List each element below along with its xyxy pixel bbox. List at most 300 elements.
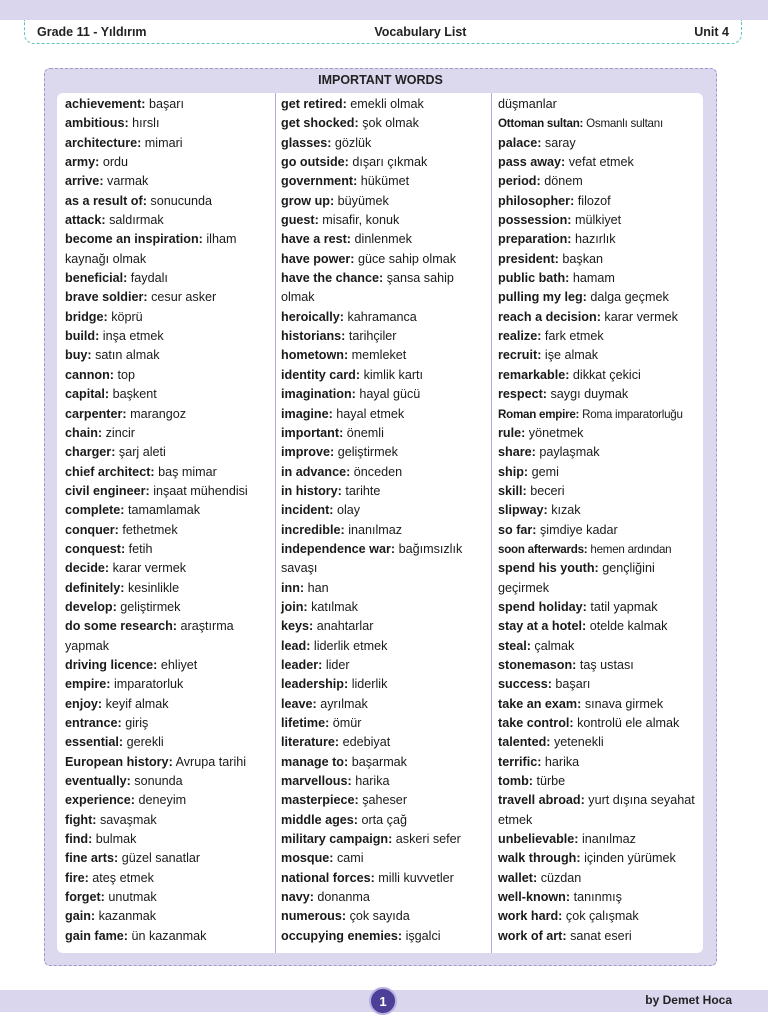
vocab-meaning: inanılmaz (581, 832, 636, 847)
vocab-term: period: (498, 174, 541, 189)
vocab-meaning: filozof (577, 193, 611, 208)
vocab-entry (498, 346, 702, 365)
vocab-entry (498, 637, 702, 656)
vocab-entry (281, 733, 485, 752)
vocab-meaning: beceri (530, 483, 565, 498)
vocab-entry (65, 927, 269, 946)
vocab-entry (498, 675, 702, 694)
vocab-entry (498, 153, 702, 172)
vocab-entry (65, 463, 269, 482)
vocab-entry (281, 230, 485, 249)
vocab-term: beneficial: (65, 271, 128, 286)
vocab-meaning: ilham kaynağı olmak (65, 232, 237, 266)
vocab-entry (498, 540, 702, 559)
vocab-entry (281, 192, 485, 211)
vocab-meaning: liderlik (351, 677, 388, 692)
vocab-entry (65, 830, 269, 849)
vocab-entry (65, 501, 269, 520)
vocab-entry (65, 114, 269, 133)
vocab-entry (281, 501, 485, 520)
vocab-meaning: saygı duymak (550, 387, 629, 402)
vocab-meaning: giriş (125, 716, 149, 730)
vocab-entry (281, 346, 485, 365)
vocab-entry (281, 153, 485, 172)
vocab-term: realize: (498, 329, 542, 344)
vocab-entry (498, 172, 702, 191)
vocab-entry (498, 695, 702, 714)
vocab-entry (65, 153, 269, 172)
vocab-term: buy: (65, 348, 92, 363)
vocab-entry (65, 95, 269, 114)
vocab-column-2 (281, 95, 485, 946)
vocab-term: reach a decision: (498, 309, 601, 324)
vocab-term: complete: (65, 503, 125, 518)
vocab-term: identity card: (281, 367, 361, 382)
vocab-entry (498, 869, 702, 888)
vocab-term: eventually: (65, 774, 131, 789)
vocab-entry (498, 559, 702, 598)
vocab-term: capital: (65, 387, 110, 402)
vocab-entry (281, 405, 485, 424)
vocab-meaning: tamamlamak (127, 503, 201, 518)
vocab-meaning: saldırmak (109, 213, 164, 228)
vocab-meaning: unutmak (108, 890, 157, 905)
vocab-term: respect: (498, 387, 547, 402)
vocab-entry (498, 288, 702, 307)
vocab-term: heroically: (281, 309, 344, 324)
vocab-term: ship: (498, 464, 529, 479)
vocab-meaning: askeri sefer (395, 832, 461, 847)
vocab-entry (498, 443, 702, 462)
vocab-meaning: fethetmek (122, 522, 178, 537)
vocab-term: numerous: (281, 909, 347, 924)
vocab-entry (498, 95, 702, 114)
vocab-term: essential: (65, 735, 124, 750)
vocab-meaning: tatil yapmak (590, 599, 658, 614)
vocab-meaning: çalmak (534, 638, 575, 653)
vocab-meaning: yetenekli (553, 735, 604, 750)
vocab-meaning: şansa sahip olmak (281, 271, 454, 305)
vocab-entry (65, 385, 269, 404)
vocab-entry (281, 114, 485, 133)
vocab-entry (281, 791, 485, 810)
vocab-term: spend holiday: (498, 599, 587, 614)
vocab-term: conquest: (65, 541, 126, 556)
vocab-term: president: (498, 251, 559, 266)
vocab-term: cannon: (65, 367, 114, 382)
vocab-meaning: sınava girmek (584, 696, 664, 711)
vocab-entry (281, 598, 485, 617)
vocab-term: chief architect: (65, 464, 155, 479)
vocab-meaning: dalga geçmek (590, 290, 669, 305)
header-unit: Unit 4 (694, 24, 729, 39)
vocab-meaning: büyümek (337, 193, 389, 208)
vocab-entry (65, 308, 269, 327)
vocab-entry (281, 366, 485, 385)
vocab-term: so far: (498, 522, 537, 537)
vocab-meaning: anahtarlar (316, 619, 374, 634)
vocab-term: leadership: (281, 677, 349, 692)
vocab-entry (65, 675, 269, 694)
vocab-entry (498, 753, 702, 772)
vocab-meaning: dinlenmek (354, 232, 412, 247)
vocab-entry (498, 269, 702, 288)
vocab-term: decide: (65, 561, 110, 576)
vocab-term: incident: (281, 503, 334, 518)
vocab-meaning: gözlük (334, 135, 372, 150)
vocab-meaning: taş ustası (579, 657, 634, 672)
vocab-meaning: vefat etmek (568, 155, 634, 170)
vocab-entry (281, 482, 485, 501)
vocab-term: in history: (281, 483, 342, 498)
vocab-entry (498, 327, 702, 346)
vocab-entry (498, 617, 702, 636)
vocab-entry (65, 327, 269, 346)
vocab-term: grow up: (281, 193, 335, 208)
vocab-term: hometown: (281, 348, 349, 363)
vocab-meaning: çok sayıda (349, 909, 410, 924)
vocab-meaning: ateş etmek (92, 870, 154, 885)
vocab-entry (65, 656, 269, 675)
vocab-term: fight: (65, 812, 97, 827)
vocab-entry (281, 211, 485, 230)
vocab-entry (281, 714, 485, 733)
vocab-meaning: inşaat mühendisi (153, 483, 248, 498)
author-credit: by Demet Hoca (645, 993, 732, 1007)
vocab-meaning: ün kazanmak (131, 928, 207, 943)
vocab-meaning: ehliyet (160, 657, 198, 672)
vocab-entry (65, 288, 269, 307)
vocab-meaning: misafir, konuk (322, 213, 400, 228)
vocab-term: work hard: (498, 909, 563, 924)
vocab-meaning: başarmak (351, 754, 407, 769)
vocab-meaning: köprü (111, 309, 143, 324)
vocab-term: well-known: (498, 890, 571, 905)
vocab-term: work of art: (498, 928, 567, 943)
vocab-meaning: savaşmak (99, 812, 157, 827)
vocab-term: rule: (498, 425, 526, 440)
vocab-entry (65, 579, 269, 598)
vocab-term: historians: (281, 329, 346, 344)
vocab-meaning: yurt dışına seyahat etmek (498, 793, 695, 827)
vocab-term: manage to: (281, 754, 349, 769)
vocab-term: stonemason: (498, 657, 577, 672)
vocab-entry (65, 869, 269, 888)
vocab-term: tomb: (498, 774, 533, 789)
vocab-meaning: orta çağ (361, 812, 407, 827)
vocab-term: entrance: (65, 716, 122, 730)
vocab-entry (281, 869, 485, 888)
vocab-meaning: şok olmak (362, 116, 419, 131)
vocab-meaning: zincir (105, 425, 135, 440)
vocab-term: steal: (498, 638, 531, 653)
vocab-entry (281, 95, 485, 114)
vocab-meaning: olay (336, 503, 361, 518)
vocab-entry (281, 695, 485, 714)
vocab-entry (498, 308, 702, 327)
vocab-entry (498, 250, 702, 269)
vocab-entry (498, 656, 702, 675)
vocab-term: important: (281, 425, 344, 440)
vocab-meaning: hayal gücü (359, 387, 421, 402)
vocab-term: get shocked: (281, 116, 359, 131)
vocab-meaning: içinden yürümek (584, 851, 676, 866)
header-grade: Grade 11 - Yıldırım (37, 24, 147, 39)
vocab-term: have the chance: (281, 271, 384, 286)
vocab-meaning: saray (544, 135, 576, 150)
vocab-entry (498, 907, 702, 926)
vocab-meaning: harika (355, 774, 390, 789)
vocab-entry (281, 656, 485, 675)
vocab-term: pass away: (498, 155, 566, 170)
vocab-term: government: (281, 174, 358, 189)
vocab-meaning: top (117, 367, 135, 382)
vocab-entry (65, 424, 269, 443)
vocab-term: civil engineer: (65, 483, 150, 498)
vocab-meaning: karar vermek (604, 309, 678, 324)
column-divider (491, 93, 492, 953)
vocab-meaning: kızak (551, 503, 581, 518)
vocab-term: imagine: (281, 406, 333, 421)
vocab-meaning: ömür (332, 716, 362, 730)
vocab-term: empire: (65, 677, 111, 692)
vocab-meaning: başarı (149, 97, 185, 111)
vocab-term: travell abroad: (498, 793, 585, 808)
vocabulary-panel (44, 68, 717, 966)
vocab-entry (281, 753, 485, 772)
vocab-term: become an inspiration: (65, 232, 203, 247)
vocab-meaning: sanat eseri (570, 928, 632, 943)
vocab-entry (281, 772, 485, 791)
top-band (0, 0, 768, 20)
vocab-meaning: düşmanlar (498, 97, 557, 111)
vocab-term: talented: (498, 735, 551, 750)
vocab-term: share: (498, 445, 536, 460)
vocab-entry (65, 346, 269, 365)
vocab-meaning: kontrolü ele almak (577, 716, 680, 730)
vocab-meaning: inşa etmek (102, 329, 164, 344)
vocab-meaning: ayrılmak (320, 696, 368, 711)
vocab-meaning: başarı (555, 677, 591, 692)
vocab-meaning: imparatorluk (114, 677, 184, 692)
vocab-entry (498, 521, 702, 540)
vocab-term: take control: (498, 716, 574, 730)
vocab-term: enjoy: (65, 696, 103, 711)
vocab-term: pulling my leg: (498, 290, 587, 305)
vocab-term: incredible: (281, 522, 345, 537)
vocab-meaning: başkent (112, 387, 157, 402)
vocab-term: have a rest: (281, 232, 352, 247)
vocab-entry (65, 230, 269, 269)
vocab-meaning: edebiyat (342, 735, 391, 750)
vocab-term: take an exam: (498, 696, 582, 711)
vocab-entry (281, 443, 485, 462)
vocab-meaning: güce sahip olmak (357, 251, 456, 266)
vocab-term: fine arts: (65, 851, 119, 866)
vocab-meaning: şimdiye kadar (540, 522, 618, 537)
vocab-entry (65, 617, 269, 656)
vocab-meaning: harika (544, 754, 580, 769)
vocab-term: definitely: (65, 580, 125, 595)
vocab-meaning: karar vermek (112, 561, 187, 576)
page-header (24, 20, 742, 44)
vocab-term: Roman empire: (498, 407, 580, 421)
vocab-term: literature: (281, 735, 340, 750)
vocabulary-table (57, 93, 703, 953)
vocab-meaning: cesur asker (151, 290, 217, 305)
vocab-entry (498, 888, 702, 907)
vocab-entry (65, 695, 269, 714)
vocab-meaning: tarihte (345, 483, 381, 498)
vocab-meaning: keyif almak (105, 696, 169, 711)
vocab-term: bridge: (65, 309, 108, 324)
vocab-entry (498, 772, 702, 791)
vocab-term: terrific: (498, 754, 542, 769)
vocab-meaning: sonunda (134, 774, 183, 789)
vocab-meaning: hemen ardından (590, 542, 672, 556)
page-number-badge: 1 (369, 987, 397, 1015)
vocab-term: possession: (498, 213, 572, 228)
vocab-term: palace: (498, 135, 542, 150)
vocab-meaning: tarihçiler (348, 329, 397, 344)
vocab-term: navy: (281, 890, 314, 905)
vocab-entry (65, 772, 269, 791)
vocab-term: middle ages: (281, 812, 358, 827)
vocab-meaning: milli kuvvetler (378, 870, 454, 885)
vocab-term: ambitious: (65, 116, 129, 131)
vocab-term: spend his youth: (498, 561, 599, 576)
vocab-term: philosopher: (498, 193, 575, 208)
vocab-entry (498, 230, 702, 249)
vocab-entry (281, 675, 485, 694)
vocab-term: masterpiece: (281, 793, 359, 808)
vocab-entry (65, 888, 269, 907)
vocab-meaning: kahramanca (347, 309, 417, 324)
vocab-entry (65, 482, 269, 501)
vocab-term: develop: (65, 599, 117, 614)
vocab-entry (281, 617, 485, 636)
vocab-term: join: (281, 599, 308, 614)
vocab-meaning: bulmak (95, 832, 137, 847)
vocab-entry (281, 849, 485, 868)
vocab-term: brave soldier: (65, 290, 148, 305)
vocab-meaning: kimlik kartı (363, 367, 424, 382)
vocab-meaning: memleket (351, 348, 407, 363)
vocab-term: guest: (281, 213, 319, 228)
vocab-column-1 (65, 95, 269, 946)
vocab-term: inn: (281, 580, 305, 595)
vocab-meaning: sonucunda (150, 193, 213, 208)
vocab-entry (498, 927, 702, 946)
vocab-entry (65, 134, 269, 153)
vocab-meaning: türbe (536, 774, 566, 789)
vocab-entry (65, 443, 269, 462)
vocab-meaning: ordu (102, 155, 129, 170)
vocab-term: walk through: (498, 851, 581, 866)
vocab-entry (65, 521, 269, 540)
vocab-entry (498, 849, 702, 868)
vocab-term: find: (65, 832, 93, 847)
vocab-entry (65, 211, 269, 230)
vocab-meaning: gerekli (126, 735, 164, 750)
vocab-term: stay at a hotel: (498, 619, 587, 634)
vocab-term: go outside: (281, 155, 349, 170)
vocab-entry (281, 424, 485, 443)
vocab-entry (498, 192, 702, 211)
vocab-meaning: marangoz (130, 406, 187, 421)
vocab-term: build: (65, 329, 100, 344)
vocab-entry (498, 134, 702, 153)
vocab-entry (65, 753, 269, 772)
vocab-meaning: mülkiyet (574, 213, 622, 228)
vocab-term: military campaign: (281, 832, 393, 847)
vocab-meaning: faydalı (130, 271, 168, 286)
vocab-entry (281, 134, 485, 153)
vocab-term: get retired: (281, 97, 347, 111)
vocab-meaning: cüzdan (540, 870, 582, 885)
vocab-entry (65, 733, 269, 752)
vocab-entry (498, 714, 702, 733)
vocab-term: preparation: (498, 232, 572, 247)
vocab-meaning: han (307, 580, 329, 595)
vocab-entry (498, 211, 702, 230)
vocab-meaning: Roma imparatorluğu (582, 407, 683, 421)
vocab-term: success: (498, 677, 552, 692)
vocab-meaning: şarj aleti (118, 445, 166, 460)
vocab-term: wallet: (498, 870, 538, 885)
vocab-meaning: baş mimar (158, 464, 217, 479)
vocab-entry (281, 540, 485, 579)
vocab-entry (281, 888, 485, 907)
header-title: Vocabulary List (374, 24, 467, 39)
vocab-entry (281, 463, 485, 482)
vocab-term: army: (65, 155, 100, 170)
vocab-meaning: güzel sanatlar (121, 851, 201, 866)
vocab-entry (65, 598, 269, 617)
vocab-meaning: liderlik etmek (313, 638, 388, 653)
vocab-entry (498, 366, 702, 385)
vocab-entry (281, 579, 485, 598)
vocab-entry (281, 907, 485, 926)
vocab-term: mosque: (281, 851, 334, 866)
vocab-meaning: bağımsızlık savaşı (281, 541, 463, 576)
vocab-entry (498, 405, 702, 424)
vocab-meaning: hazırlık (574, 232, 616, 247)
vocab-entry (65, 849, 269, 868)
vocab-term: skill: (498, 483, 527, 498)
vocab-entry (65, 714, 269, 733)
vocab-meaning: varmak (107, 174, 149, 189)
vocab-term: arrive: (65, 174, 104, 189)
vocab-meaning: hükümet (360, 174, 410, 189)
vocab-term: in advance: (281, 464, 351, 479)
vocab-entry (281, 269, 485, 308)
vocab-entry (65, 192, 269, 211)
vocab-term: European history: (65, 754, 173, 769)
vocab-term: architecture: (65, 135, 142, 150)
vocab-term: glasses: (281, 135, 332, 150)
vocab-meaning: işe almak (544, 348, 599, 363)
vocab-term: gain fame: (65, 928, 128, 943)
vocab-entry (281, 385, 485, 404)
vocab-meaning: dikkat çekici (572, 367, 641, 382)
vocab-term: leave: (281, 696, 317, 711)
vocab-term: conquer: (65, 522, 119, 537)
vocab-entry (281, 637, 485, 656)
vocab-entry (498, 482, 702, 501)
vocab-term: charger: (65, 445, 116, 460)
vocab-meaning: önemli (346, 425, 384, 440)
